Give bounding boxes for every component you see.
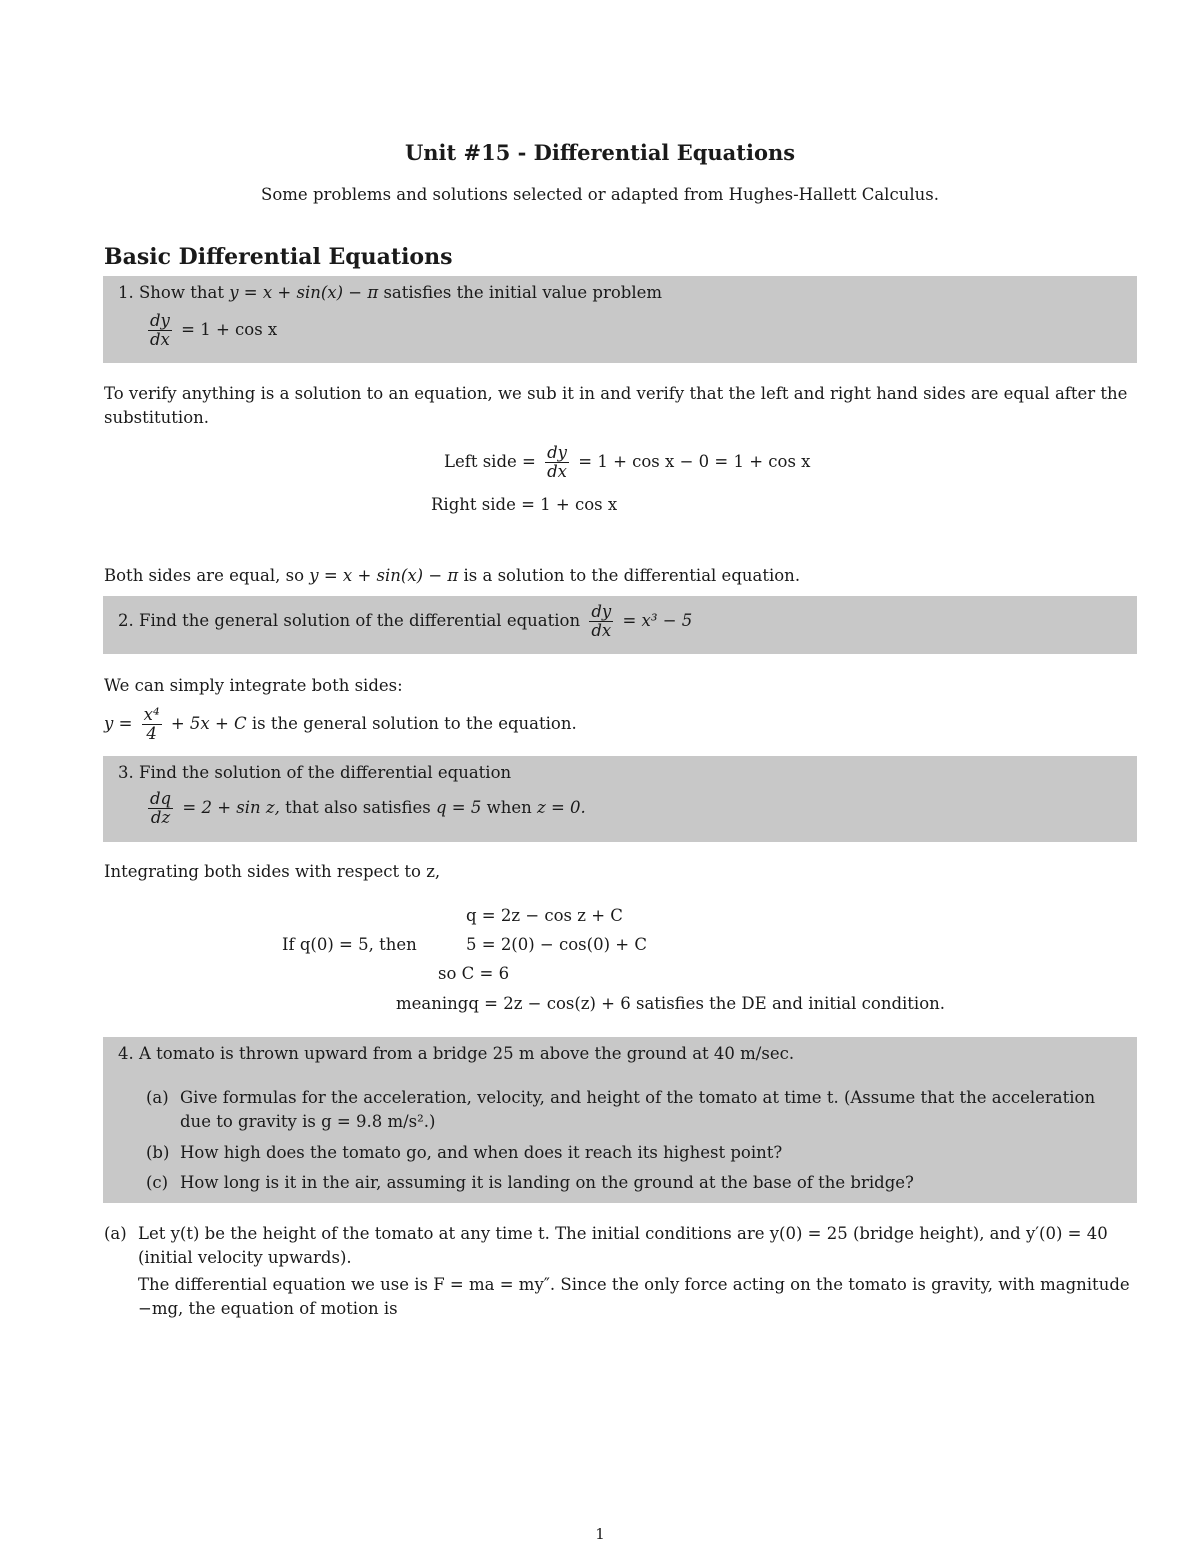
problem-2-prompt: 2. Find the general solution of the differential equation $\frac{dy}{dx}$ = x³ − 5 bbox=[118, 602, 693, 640]
problem-3-number: 3. bbox=[118, 763, 134, 782]
solution-4-para-2: The differential equation we use is F = ma = my″. Since the only force acting on the tomato is gravity, with magnitude −mg, the equation of motion is bbox=[138, 1275, 1130, 1318]
page-number: 1 bbox=[595, 1525, 605, 1543]
problem-4-number: 4. bbox=[118, 1044, 134, 1063]
solution-2-intro: We can simply integrate both sides: bbox=[104, 676, 403, 695]
solution-2-answer: y = $\frac{\text{x⁴}}{4}$ + 5x + C is the general solution to the equation. bbox=[104, 705, 577, 743]
fraction: $\frac{dy}{dx}$ bbox=[591, 602, 612, 640]
solution-3-eq2: 5 = 2(0) − cos(0) + C bbox=[466, 935, 647, 954]
problem-4-part-label: (a) bbox=[146, 1088, 169, 1107]
problem-3-prompt: 3. Find the solution of the differential equation bbox=[118, 763, 512, 782]
problem-1-number: 1. bbox=[118, 283, 134, 302]
problem-4-part-text: How long is it in the air, assuming it is landing on the ground at the base of the bridge? bbox=[180, 1173, 914, 1192]
solution-3-eq1: q = 2z − cos z + C bbox=[466, 906, 623, 925]
problem-4-part-label: (b) bbox=[146, 1143, 170, 1162]
solution-3-eq3: so C = 6 bbox=[438, 964, 510, 983]
solution-3-if-label: If q(0) = 5, then bbox=[282, 935, 417, 954]
solution-4-label: (a) bbox=[104, 1224, 127, 1243]
solution-1-intro: To verify anything is a solution to an equation, we sub it in and verify that the left and right hand sides are equal after the substitution. bbox=[104, 384, 1128, 427]
solution-3-eq4: meaningq = 2z − cos(z) + 6 satisfies the DE and initial condition. bbox=[396, 994, 946, 1013]
fraction: $\frac{dq}{dz}$ bbox=[150, 789, 172, 827]
problem-3-equation: $\frac{dq}{dz}$ = 2 + sin z, that also satisfies q = 5 when z = 0. bbox=[150, 789, 586, 827]
problem-4-part-text: Give formulas for the acceleration, velocity, and height of the tomato at time t. (Assume that the acceleration due to gravity is g = 9.8 m/s².) bbox=[180, 1088, 1096, 1131]
solution-1-right-side: Right side = 1 + cos x bbox=[431, 495, 618, 514]
problem-1-prompt: 1. Show that y = x + sin(x) − π satisfies the initial value problem bbox=[118, 283, 663, 302]
fraction: $\frac{dy}{dx}$ bbox=[150, 311, 170, 349]
solution-1-conclusion: Both sides are equal, so y = x + sin(x) − π is a solution to the differential equation. bbox=[104, 566, 801, 585]
problem-4-part-text: How high does the tomato go, and when does it reach its highest point? bbox=[180, 1143, 783, 1162]
problem-4-part-label: (c) bbox=[146, 1173, 169, 1192]
section-heading: Basic Differential Equations bbox=[104, 244, 453, 270]
page-title: Unit #15 - Differential Equations bbox=[404, 140, 796, 165]
page-subtitle: Some problems and solutions selected or adapted from Hughes-Hallett Calculus. bbox=[261, 185, 939, 204]
solution-1-left-side: Left side = $\frac{dy}{dx}$ = 1 + cos x − 0 = 1 + cos x bbox=[444, 443, 811, 481]
problem-4-prompt: 4. A tomato is thrown upward from a bridge 25 m above the ground at 40 m/sec. bbox=[118, 1044, 795, 1063]
solution-3-intro: Integrating both sides with respect to z, bbox=[104, 862, 441, 881]
fraction: $\frac{\text{x⁴}}{4}$ bbox=[143, 705, 160, 743]
problem-2-number: 2. bbox=[118, 611, 134, 630]
problem-1-equation: $\frac{dy}{dx}$ = 1 + cos x bbox=[150, 311, 278, 349]
fraction: $\frac{dy}{dx}$ bbox=[547, 443, 567, 481]
solution-4-para-1: Let y(t) be the height of the tomato at any time t. The initial conditions are y(0) = 25 (bridge height), and y′(0) = 40 (initial velocity upwards). bbox=[138, 1224, 1108, 1267]
